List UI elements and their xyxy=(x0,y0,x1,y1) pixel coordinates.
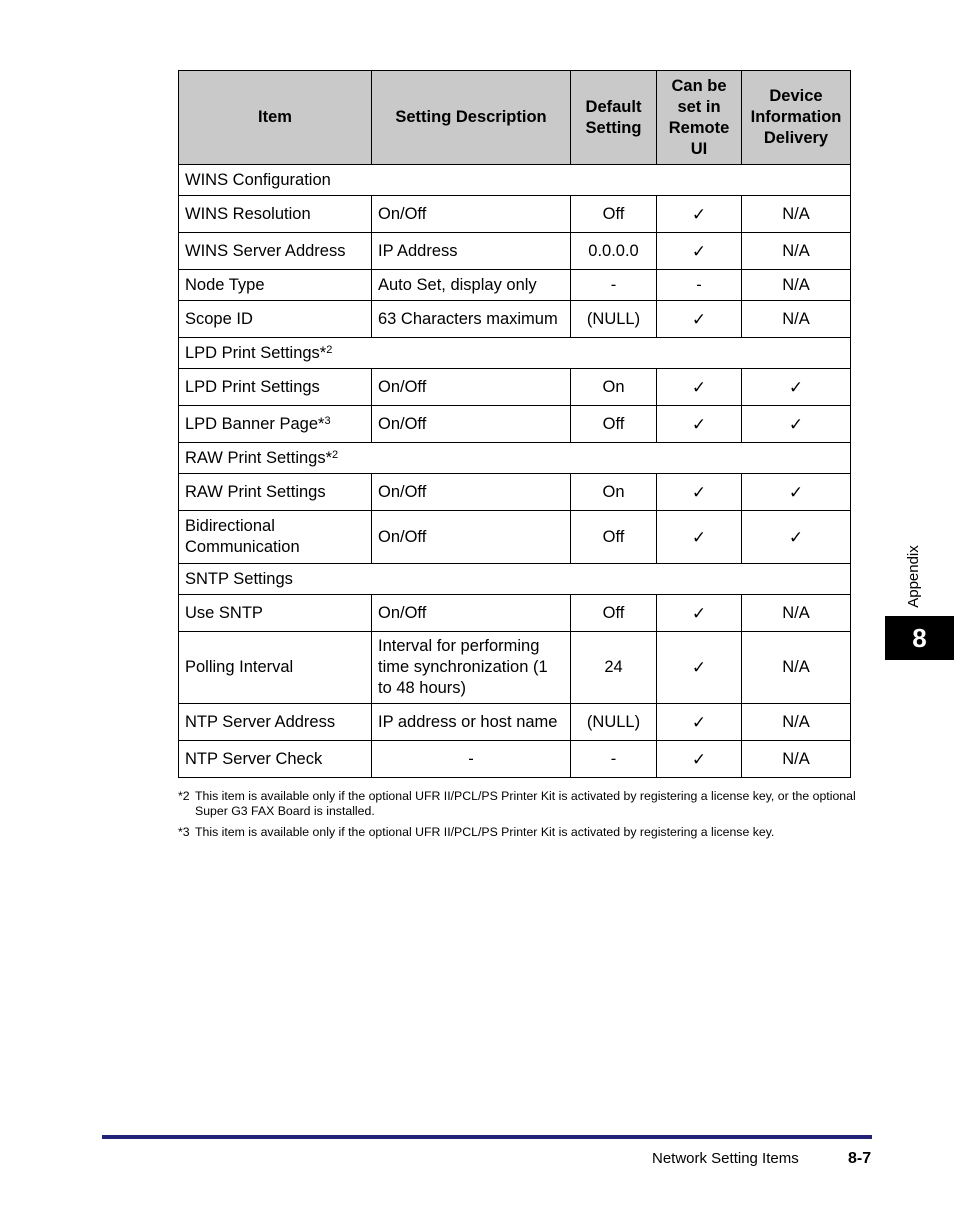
chapter-number: 8 xyxy=(912,622,927,653)
item-line: Bidirectional xyxy=(185,517,275,535)
default-cell: On xyxy=(571,474,657,511)
footnote-text: This item is available only if the optional UFR II/PCL/PS Printer Kit is activated by registering a license key, or the optional Super G3 FAX Board is installed. xyxy=(195,789,856,818)
footer-title: Network Setting Items xyxy=(652,1150,799,1167)
item-cell: WINS Server Address xyxy=(179,233,372,270)
section-row-raw xyxy=(179,443,851,474)
check-icon: ✓ xyxy=(657,406,742,443)
table-row xyxy=(179,741,851,778)
item-cell xyxy=(179,406,372,443)
section-title xyxy=(179,443,851,474)
check-icon: ✓ xyxy=(742,406,851,443)
check-icon: ✓ xyxy=(657,511,742,564)
header-item: Item xyxy=(179,71,372,165)
table-header-row xyxy=(179,71,851,165)
header-device-information-delivery: Device Information Delivery xyxy=(742,71,851,165)
check-icon: ✓ xyxy=(742,474,851,511)
delivery-cell: N/A xyxy=(742,741,851,778)
check-icon: ✓ xyxy=(657,369,742,406)
description-cell: On/Off xyxy=(372,511,571,564)
table-row xyxy=(179,406,851,443)
check-icon: ✓ xyxy=(657,196,742,233)
item-cell: NTP Server Check xyxy=(179,741,372,778)
default-cell: Off xyxy=(571,595,657,632)
item-cell: Use SNTP xyxy=(179,595,372,632)
section-title xyxy=(179,338,851,369)
check-icon: ✓ xyxy=(657,704,742,741)
default-cell: On xyxy=(571,369,657,406)
description-cell: IP Address xyxy=(372,233,571,270)
item-cell: LPD Print Settings xyxy=(179,369,372,406)
default-cell: - xyxy=(571,270,657,301)
header-default-setting: Default Setting xyxy=(571,71,657,165)
item-cell xyxy=(179,511,372,564)
footnote-ref: 2 xyxy=(332,448,339,461)
table-row xyxy=(179,704,851,741)
section-row-lpd xyxy=(179,338,851,369)
table-row xyxy=(179,369,851,406)
description-cell: On/Off xyxy=(372,369,571,406)
item-line: Communication xyxy=(185,538,300,556)
item-cell: Scope ID xyxy=(179,301,372,338)
table-row xyxy=(179,632,851,704)
delivery-cell: N/A xyxy=(742,270,851,301)
item-cell: WINS Resolution xyxy=(179,196,372,233)
default-cell: Off xyxy=(571,406,657,443)
table-row xyxy=(179,233,851,270)
chapter-tab xyxy=(885,616,954,660)
footnotes xyxy=(178,789,862,846)
item-cell: RAW Print Settings xyxy=(179,474,372,511)
chapter-label-text: Appendix xyxy=(904,544,922,608)
table-row xyxy=(179,301,851,338)
description-line: time synchronization (1 xyxy=(378,658,548,676)
section-title: SNTP Settings xyxy=(179,564,851,595)
description-cell: Auto Set, display only xyxy=(372,270,571,301)
header-setting-description: Setting Description xyxy=(372,71,571,165)
table-row xyxy=(179,270,851,301)
default-cell: Off xyxy=(571,511,657,564)
default-cell: 0.0.0.0 xyxy=(571,233,657,270)
description-cell xyxy=(372,632,571,704)
footer-rule xyxy=(102,1135,872,1139)
section-title: WINS Configuration xyxy=(179,165,851,196)
check-icon: ✓ xyxy=(657,301,742,338)
delivery-cell: N/A xyxy=(742,196,851,233)
check-icon: ✓ xyxy=(657,741,742,778)
remote-cell: - xyxy=(657,270,742,301)
check-icon: ✓ xyxy=(657,474,742,511)
chapter-side-label xyxy=(900,540,926,612)
item-cell: Node Type xyxy=(179,270,372,301)
description-cell: On/Off xyxy=(372,406,571,443)
delivery-cell: N/A xyxy=(742,704,851,741)
footnote-text: This item is available only if the optional UFR II/PCL/PS Printer Kit is activated by registering a license key. xyxy=(195,825,775,839)
check-icon: ✓ xyxy=(657,233,742,270)
default-cell: (NULL) xyxy=(571,301,657,338)
description-cell: On/Off xyxy=(372,196,571,233)
item-cell: Polling Interval xyxy=(179,632,372,704)
section-row-wins xyxy=(179,165,851,196)
check-icon: ✓ xyxy=(742,511,851,564)
description-cell: - xyxy=(372,741,571,778)
footnote-ref: 2 xyxy=(326,343,333,356)
check-icon: ✓ xyxy=(657,632,742,704)
item-text: LPD Banner Page* xyxy=(185,414,325,433)
default-cell: 24 xyxy=(571,632,657,704)
delivery-cell: N/A xyxy=(742,632,851,704)
item-cell: NTP Server Address xyxy=(179,704,372,741)
settings-table xyxy=(178,70,851,778)
section-title-text: LPD Print Settings* xyxy=(185,343,327,362)
default-cell: - xyxy=(571,741,657,778)
table-row xyxy=(179,595,851,632)
section-title-text: RAW Print Settings* xyxy=(185,448,333,467)
footnote-mark: *3 xyxy=(178,825,190,839)
table-row xyxy=(179,511,851,564)
default-cell: Off xyxy=(571,196,657,233)
description-cell: IP address or host name xyxy=(372,704,571,741)
delivery-cell: N/A xyxy=(742,595,851,632)
description-line: to 48 hours) xyxy=(378,679,467,697)
footnote xyxy=(178,789,862,819)
default-cell: (NULL) xyxy=(571,704,657,741)
table-row xyxy=(179,196,851,233)
check-icon: ✓ xyxy=(742,369,851,406)
page-number: 8-7 xyxy=(848,1150,872,1167)
table-row xyxy=(179,474,851,511)
description-cell: 63 Characters maximum xyxy=(372,301,571,338)
description-cell: On/Off xyxy=(372,474,571,511)
delivery-cell: N/A xyxy=(742,233,851,270)
footnote-mark: *2 xyxy=(178,789,190,803)
footnote-ref: 3 xyxy=(324,414,331,427)
footnote xyxy=(178,825,862,840)
section-row-sntp xyxy=(179,564,851,595)
delivery-cell: N/A xyxy=(742,301,851,338)
check-icon: ✓ xyxy=(657,595,742,632)
description-cell: On/Off xyxy=(372,595,571,632)
description-line: Interval for performing xyxy=(378,637,540,655)
header-remote-ui: Can be set in Remote UI xyxy=(657,71,742,165)
